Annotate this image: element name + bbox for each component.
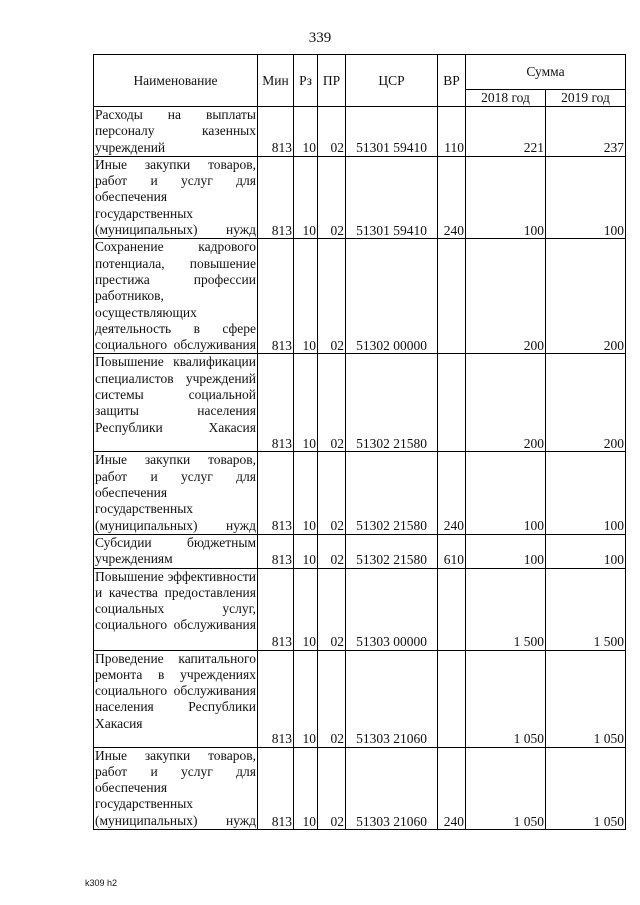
cell-2019: 1 050 — [546, 747, 626, 829]
cell-min: 813 — [258, 568, 294, 650]
cell-rz: 10 — [294, 452, 318, 534]
cell-name: Иные закупки товаров, работ и услуг для обеспечения государственных (муниципальных) нужд — [95, 452, 256, 533]
cell-csr: 51301 59410 — [346, 156, 438, 238]
cell-min: 813 — [258, 107, 294, 157]
cell-2019: 1 500 — [546, 568, 626, 650]
cell-2019: 237 — [546, 107, 626, 157]
cell-2018: 1 050 — [466, 747, 546, 829]
cell-vr — [438, 650, 466, 747]
cell-vr: 110 — [438, 107, 466, 157]
cell-2019: 200 — [546, 354, 626, 452]
cell-2019: 200 — [546, 239, 626, 354]
cell-2018: 200 — [466, 239, 546, 354]
cell-2018: 1 050 — [466, 650, 546, 747]
header-sum: Сумма — [466, 55, 626, 90]
cell-name: Иные закупки товаров, работ и услуг для обеспечения государственных (муниципальных) нужд — [95, 156, 256, 238]
header-rz: Рз — [294, 55, 318, 107]
cell-vr — [438, 354, 466, 452]
table-row — [94, 650, 626, 747]
cell-name: Повышение эффективности и качества предоставления социальных услуг, социального обслуживания — [94, 568, 258, 650]
cell-csr: 51301 59410 — [346, 107, 438, 157]
cell-csr: 51303 00000 — [346, 568, 438, 650]
table-row — [94, 156, 626, 238]
cell-name: Проведение капитального ремонта в учреждениях социального обслуживания населения Республики Хакасия — [94, 650, 258, 747]
cell-rz: 10 — [294, 354, 318, 452]
cell-vr: 610 — [438, 534, 466, 568]
cell-min: 813 — [258, 354, 294, 452]
cell-2018: 221 — [466, 107, 546, 157]
header-vr: ВР — [438, 55, 466, 107]
cell-rz: 10 — [294, 156, 318, 238]
cell-rz: 10 — [294, 650, 318, 747]
cell-pr: 02 — [318, 452, 346, 534]
cell-pr: 02 — [318, 650, 346, 747]
table-row — [94, 747, 626, 829]
cell-2019: 100 — [546, 534, 626, 568]
cell-2019: 100 — [546, 452, 626, 534]
cell-rz: 10 — [294, 568, 318, 650]
cell-name: Сохранение кадрового потенциала, повышение престижа профессии работников, осуществляющих деятельность в сфере социального обслуживания — [95, 239, 256, 353]
table-row — [94, 568, 626, 650]
header-year-2019: 2019 год — [546, 90, 626, 107]
table-row — [94, 452, 626, 534]
cell-name: Субсидии бюджетным учреждениям — [95, 534, 256, 567]
cell-pr: 02 — [318, 156, 346, 238]
cell-pr: 02 — [318, 239, 346, 354]
cell-rz: 10 — [294, 239, 318, 354]
cell-2018: 100 — [466, 534, 546, 568]
header-min: Мин — [258, 55, 294, 107]
table-row — [94, 239, 626, 354]
cell-pr: 02 — [318, 107, 346, 157]
cell-2018: 1 500 — [466, 568, 546, 650]
cell-pr: 02 — [318, 747, 346, 829]
cell-min: 813 — [258, 747, 294, 829]
budget-table — [93, 54, 626, 830]
cell-name: Иные закупки товаров, работ и услуг для обеспечения государственных (муниципальных) нужд — [95, 747, 256, 828]
cell-min: 813 — [258, 650, 294, 747]
cell-rz: 10 — [294, 747, 318, 829]
cell-vr — [438, 239, 466, 354]
header-pr: ПР — [318, 55, 346, 107]
cell-2018: 200 — [466, 354, 546, 452]
table-row — [94, 534, 626, 568]
table-row — [94, 354, 626, 452]
cell-2018: 100 — [466, 156, 546, 238]
cell-2019: 1 050 — [546, 650, 626, 747]
cell-min: 813 — [258, 156, 294, 238]
cell-csr: 51303 21060 — [346, 650, 438, 747]
cell-pr: 02 — [318, 534, 346, 568]
cell-vr: 240 — [438, 156, 466, 238]
table-row — [94, 107, 626, 157]
cell-csr: 51302 00000 — [346, 239, 438, 354]
cell-min: 813 — [258, 534, 294, 568]
cell-rz: 10 — [294, 534, 318, 568]
cell-pr: 02 — [318, 568, 346, 650]
cell-csr: 51302 21580 — [346, 534, 438, 568]
cell-rz: 10 — [294, 107, 318, 157]
page-number: 339 — [308, 30, 332, 46]
cell-vr — [438, 568, 466, 650]
cell-pr: 02 — [318, 354, 346, 452]
cell-name: Повышение квалификации специалистов учреждений системы социальной защиты населения Республики Хакасия — [94, 354, 258, 452]
header-name: Наименование — [94, 55, 258, 107]
cell-min: 813 — [258, 452, 294, 534]
cell-min: 813 — [258, 239, 294, 354]
header-csr: ЦСР — [346, 55, 438, 107]
cell-2018: 100 — [466, 452, 546, 534]
header-year-2018: 2018 год — [466, 90, 546, 107]
cell-csr: 51302 21580 — [346, 354, 438, 452]
cell-vr: 240 — [438, 747, 466, 829]
cell-name: Расходы на выплаты персоналу казенных учреждений — [95, 107, 256, 155]
cell-2019: 100 — [546, 156, 626, 238]
cell-csr: 51303 21060 — [346, 747, 438, 829]
cell-vr: 240 — [438, 452, 466, 534]
table-body — [94, 107, 626, 830]
footer-code: k309 h2 — [85, 878, 118, 888]
cell-csr: 51302 21580 — [346, 452, 438, 534]
